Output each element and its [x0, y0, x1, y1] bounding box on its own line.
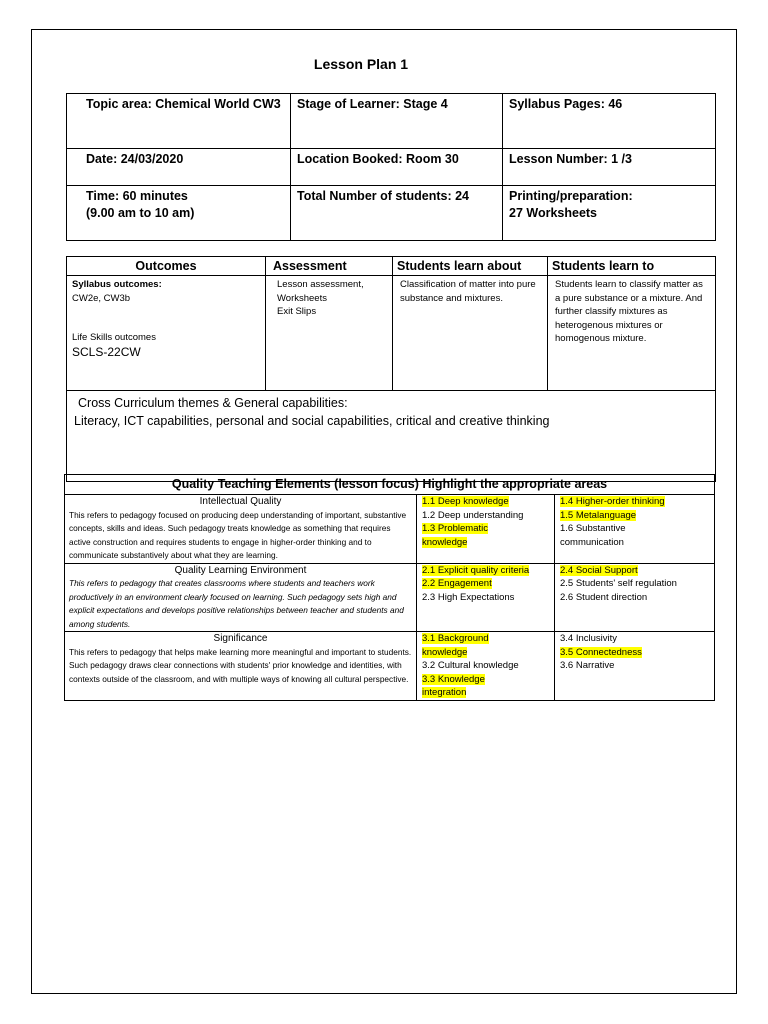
- lesson-info-table: [66, 93, 716, 241]
- quality-teaching-heading: Quality Teaching Elements (lesson focus) Highlight the appropriate areas: [65, 475, 715, 495]
- syllabus-pages: Syllabus Pages: 46: [503, 94, 716, 149]
- stage-of-learner: Stage of Learner: Stage 4: [291, 94, 503, 149]
- assessment-item: Worksheets: [277, 292, 327, 304]
- qt-items-col1: [417, 632, 555, 701]
- qt-items-col2: [555, 563, 715, 632]
- qt-item: 1.6 Substantive: [560, 523, 626, 534]
- learn-about-cell: Classification of matter into pure substance and mixtures.: [393, 276, 548, 391]
- qt-items-col1: [417, 563, 555, 632]
- lesson-time: [67, 186, 291, 241]
- location-booked: Location Booked: Room 30: [291, 149, 503, 186]
- assessment-item: Exit Slips: [277, 306, 317, 317]
- qt-item: 2.6 Student direction: [560, 591, 648, 603]
- section-description: This refers to pedagogy that helps make learning more meaningful and important to students. Such pedagogy draws clear connections with students' prior knowledge and identities, with contexts outside of the classroom, and with multiple ways of knowing all cultural perspective.: [69, 646, 412, 684]
- total-students: Total Number of students: 24: [291, 186, 503, 241]
- assessment-item: Lesson assessment,: [277, 279, 364, 290]
- qt-item-highlighted: 2.1 Explicit quality criteria: [422, 564, 530, 576]
- qt-item-highlighted: 1.5 Metalanguage: [560, 509, 637, 521]
- topic-area: Topic area: Chemical World CW3: [67, 94, 291, 149]
- header-learn-about: Students learn about: [393, 257, 548, 276]
- time-range: (9.00 am to 10 am): [86, 206, 195, 220]
- cross-curriculum-cell: [67, 391, 716, 482]
- qt-item-highlighted: knowledge: [422, 536, 468, 548]
- qt-item-highlighted: 1.1 Deep knowledge: [422, 496, 509, 507]
- qt-item: 3.2 Cultural knowledge: [422, 660, 519, 671]
- qt-item-highlighted: 1.4 Higher-order thinking: [560, 496, 665, 507]
- life-skills-value: SCLS-22CW: [72, 344, 141, 359]
- header-learn-to: Students learn to: [548, 257, 716, 276]
- printing-value: 27 Worksheets: [509, 206, 598, 220]
- section-description: This refers to pedagogy that creates classrooms where students and teachers work productively in an environment clearly focused on learning. Such pedagogy sets high and explicit expectations and develops positive relationships between teacher and students and among students.: [69, 578, 404, 629]
- outcomes-table: [66, 256, 716, 482]
- cross-curriculum-body: Literacy, ICT capabilities, personal and social capabilities, critical and creative thinking: [74, 414, 550, 428]
- qt-item: 1.2 Deep understanding: [422, 509, 524, 521]
- quality-learning-environment-cell: [65, 563, 417, 632]
- intellectual-quality-cell: [65, 495, 417, 564]
- page-title: Lesson Plan 1: [313, 56, 409, 72]
- syllabus-outcomes-value: CW2e, CW3b: [72, 292, 131, 304]
- qt-item: 3.6 Narrative: [560, 660, 615, 671]
- qt-items-col1: [417, 495, 555, 564]
- header-outcomes: Outcomes: [67, 257, 266, 276]
- header-assessment: Assessment: [266, 257, 393, 276]
- printing-label: Printing/preparation:: [509, 189, 633, 203]
- qt-item: 2.5 Students' self regulation: [560, 578, 677, 589]
- qt-items-col2: [555, 495, 715, 564]
- section-title: Significance: [213, 633, 268, 644]
- qt-item-highlighted: 1.3 Problematic: [422, 523, 489, 534]
- printing-preparation: [503, 186, 716, 241]
- lesson-date: Date: 24/03/2020: [67, 149, 291, 186]
- section-title: Quality Learning Environment: [174, 564, 307, 576]
- qt-items-col2: [555, 632, 715, 701]
- section-description: This refers to pedagogy focused on producing deep understanding of important, substantive concepts, skills and ideas. Such pedagogy treats knowledge as something that requires active construction and requires students to engage in higher-order thinking and to communicate substantively about what they are learning.: [69, 509, 407, 560]
- quality-teaching-table: [64, 474, 715, 701]
- qt-item-highlighted: 3.3 Knowledge: [422, 673, 485, 685]
- qt-item: communication: [560, 536, 624, 548]
- significance-cell: [65, 632, 417, 701]
- qt-item: 3.4 Inclusivity: [560, 633, 618, 644]
- life-skills-label: Life Skills outcomes: [72, 332, 156, 343]
- qt-item-highlighted: 2.4 Social Support: [560, 564, 638, 576]
- assessment-cell: [266, 276, 393, 391]
- lesson-number: Lesson Number: 1 /3: [503, 149, 716, 186]
- section-title: Intellectual Quality: [199, 496, 282, 507]
- qt-item-highlighted: 3.5 Connectedness: [560, 646, 642, 658]
- qt-item-highlighted: knowledge: [422, 646, 468, 658]
- qt-item-highlighted: integration: [422, 687, 467, 698]
- cross-curriculum-title: Cross Curriculum themes & General capabilities:: [78, 396, 348, 410]
- outcomes-cell: [67, 276, 266, 391]
- qt-item: 2.3 High Expectations: [422, 591, 515, 603]
- learn-to-cell: Students learn to classify matter as a pure substance or a mixture. And further classify mixtures as heterogenous mixtures or homogenous mixture.: [548, 276, 716, 391]
- syllabus-outcomes-label: Syllabus outcomes:: [72, 279, 162, 290]
- time-duration: Time: 60 minutes: [86, 189, 188, 203]
- qt-item-highlighted: 2.2 Engagement: [422, 578, 492, 589]
- qt-item-highlighted: 3.1 Background: [422, 633, 489, 644]
